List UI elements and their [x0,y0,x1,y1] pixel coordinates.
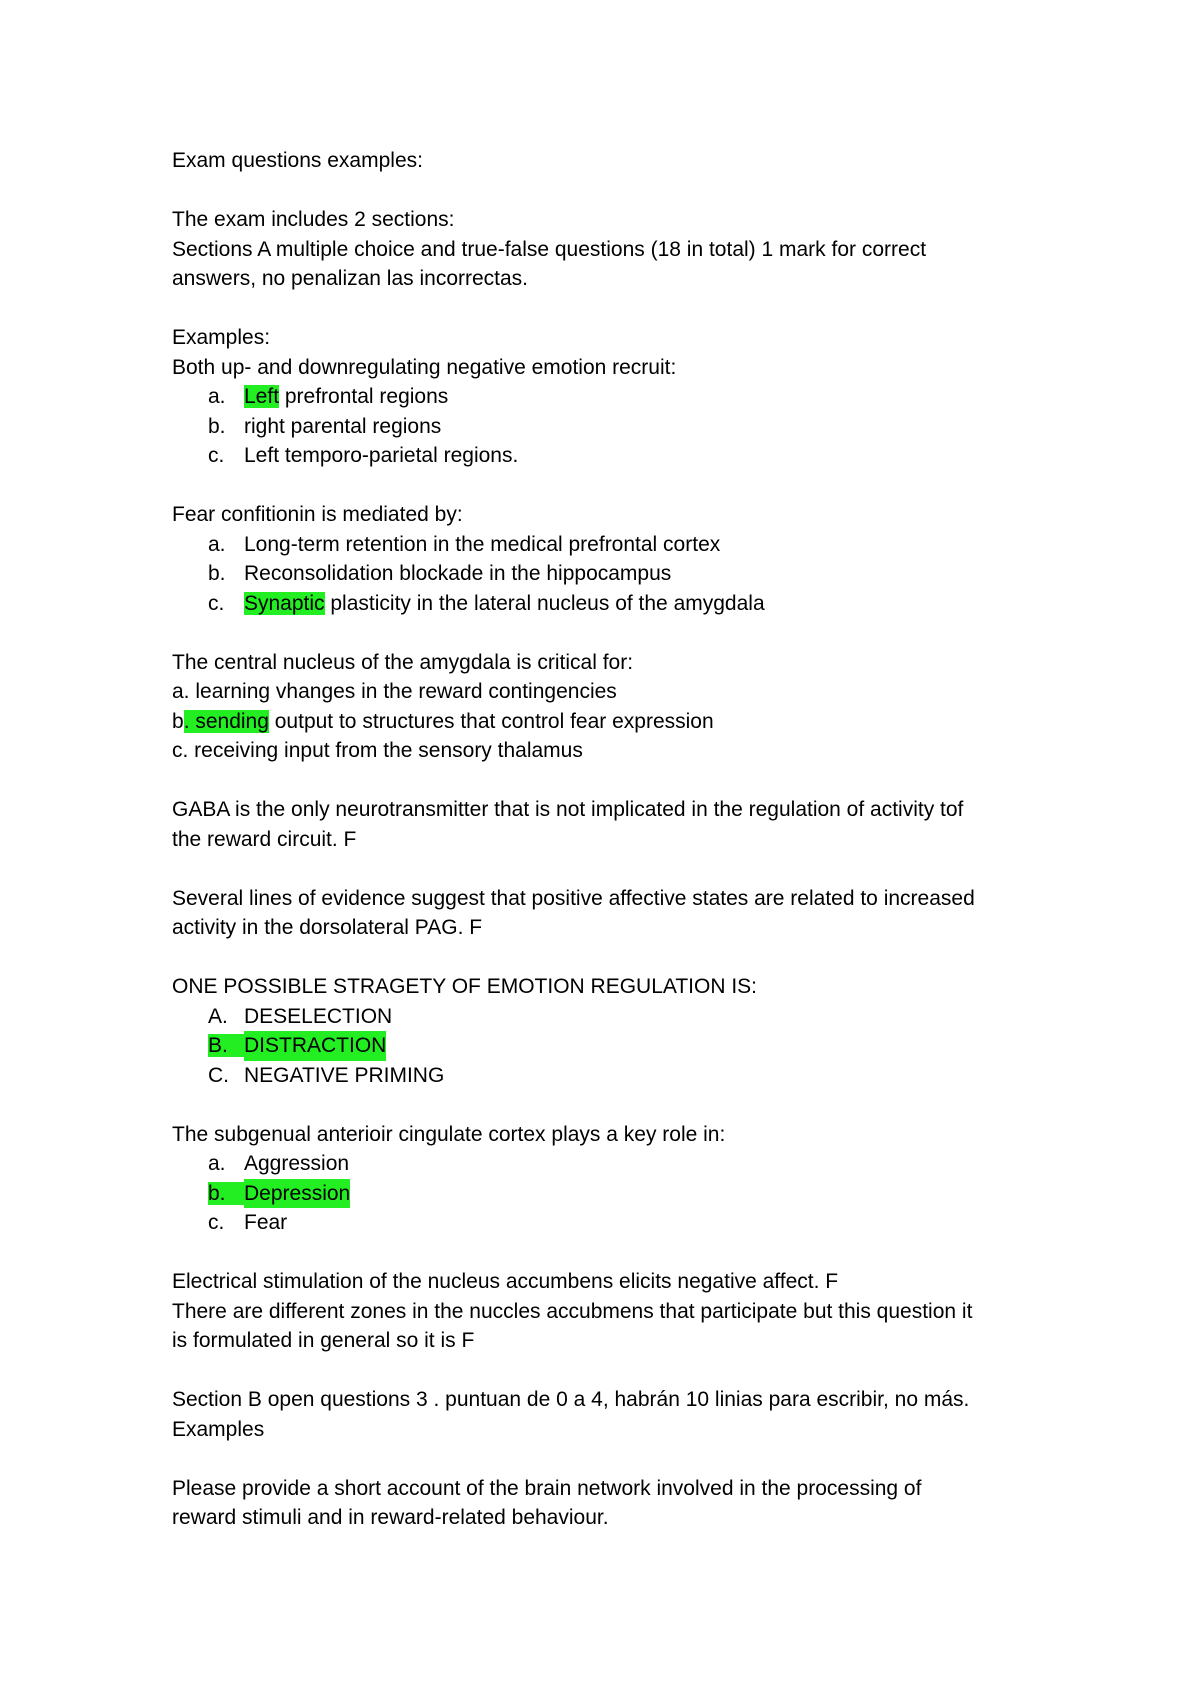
question-stem: Fear confitionin is mediated by: [172,503,463,526]
statement-line: the reward circuit. F [172,827,357,851]
highlighted-marker: B. [208,1034,248,1057]
option-text: output to structures that control fear expression [268,709,714,733]
option-item [172,412,1040,442]
option-marker: C. [208,1063,229,1087]
option-marker: a. [208,385,226,408]
question-2 [172,500,1040,618]
option-marker: c. [208,591,225,615]
statement-line: activity in the dorsolateral PAG. F [172,916,483,939]
question-stem: The central nucleus of the amygdala is critical for: [172,650,634,674]
question-stem: The subgenual anterioir cingulate cortex plays a key role in: [172,1122,726,1146]
open-question-line: reward stimuli and in reward-related behaviour. [172,1506,609,1529]
section-b-examples-label: Examples [172,1417,265,1441]
question-4 [172,795,1040,854]
option-text: a. learning vhanges in the reward contingencies [172,680,617,703]
intro-line: The exam includes 2 sections: [172,208,455,231]
option-item [172,1208,1040,1238]
highlighted-answer: Depression [244,1179,350,1209]
option-item [172,707,1040,737]
examples-label: Examples: [172,326,271,349]
option-text: Aggression [244,1152,350,1175]
option-list [172,382,1040,471]
option-text: Long-term retention in the medical prefrontal cortex [244,532,721,556]
option-text: NEGATIVE PRIMING [244,1063,445,1087]
option-text: Reconsolidation blockade in the hippocampus [244,562,672,585]
statement-line: GABA is the only neurotransmitter that is not implicated in the regulation of activity tof [172,798,964,821]
option-text: Fear [244,1211,288,1234]
document-title: Exam questions examples: [172,149,423,172]
option-text: c. receiving input from the sensory thalamus [172,739,583,762]
option-list [172,1002,1040,1091]
option-marker: A. [208,1004,228,1028]
statement-line: Electrical stimulation of the nucleus accumbens elicits negative affect. F [172,1270,839,1293]
option-marker [172,1179,244,1209]
question-6 [172,972,1040,1090]
option-item [172,1002,1040,1032]
option-marker: b [172,709,184,733]
intro-paragraph [172,205,1040,294]
option-marker: a. [208,532,226,556]
question-8 [172,1267,1040,1356]
intro-line: answers, no penalizan las incorrectas. [172,267,529,290]
option-marker: c. [208,1211,225,1234]
option-item [172,441,1040,471]
statement-line: is formulated in general so it is F [172,1329,475,1352]
highlighted-answer: Synaptic [244,591,325,615]
question-stem: ONE POSSIBLE STRAGETY OF EMOTION REGULATION IS: [172,975,757,998]
option-list [172,1149,1040,1238]
highlighted-answer: . sending [183,709,269,733]
option-item [172,559,1040,589]
question-3 [172,648,1040,766]
section-b [172,1385,1040,1444]
option-item [172,1031,1040,1061]
option-item [172,1179,1040,1209]
question-7 [172,1120,1040,1238]
option-marker: a. [208,1152,226,1175]
option-marker: b. [208,562,226,585]
statement-line: Several lines of evidence suggest that positive affective states are related to increased [172,886,975,910]
option-text: plasticity in the lateral nucleus of the amygdala [324,591,765,615]
highlighted-marker: b. [208,1182,246,1205]
option-marker [172,1031,244,1061]
section-b-heading: Section B open questions 3 . puntuan de 0 a 4, habrán 10 linias para escribir, no más. [172,1388,970,1411]
statement-line: There are different zones in the nuccles accubmens that participate but this question it [172,1299,973,1323]
highlighted-answer: DISTRACTION [244,1031,386,1061]
highlighted-answer: Left [244,385,280,408]
option-marker: b. [208,414,226,438]
option-item [172,382,1040,412]
option-text: prefrontal regions [279,385,449,408]
option-text: DESELECTION [244,1004,393,1028]
option-text: Left temporo-parietal regions. [244,444,519,467]
option-text: right parental regions [244,414,442,438]
open-question [172,1474,1040,1533]
open-question-line: Please provide a short account of the brain network involved in the processing of [172,1476,922,1500]
intro-line: Sections A multiple choice and true-false questions (18 in total) 1 mark for correct [172,237,927,261]
option-item [172,530,1040,560]
question-5 [172,884,1040,943]
option-item [172,589,1040,619]
question-stem: Both up- and downregulating negative emotion recruit: [172,355,677,379]
option-item [172,1149,1040,1179]
option-item [172,1061,1040,1091]
option-marker: c. [208,444,225,467]
question-1 [172,323,1040,471]
option-list [172,530,1040,619]
